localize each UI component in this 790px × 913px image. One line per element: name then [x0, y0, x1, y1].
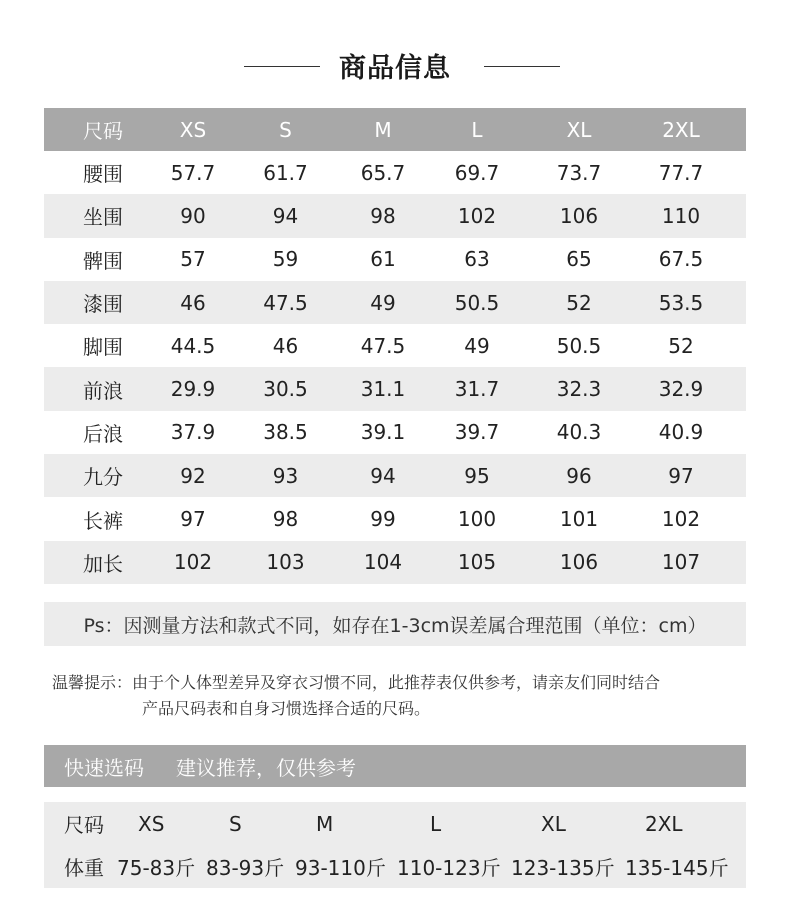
table-cell: 110 [661, 203, 701, 228]
header-cell: M [374, 117, 392, 142]
tip-line-2: 产品尺码表和自身习惯选择合适的尺码。 [142, 699, 431, 718]
quick-size-row [44, 802, 746, 845]
table-row [44, 238, 746, 281]
table-cell: 31.7 [454, 377, 500, 402]
table-cell: 39.1 [360, 420, 406, 445]
table-cell: 46 [180, 290, 206, 315]
quick-weight-cell: 135-145斤 [625, 856, 729, 880]
quick-select-bar [44, 745, 746, 787]
table-cell: 100 [457, 507, 497, 532]
row-label: 脚围 [83, 335, 123, 360]
table-cell: 99 [370, 507, 396, 532]
table-cell: 94 [370, 463, 396, 488]
quick-weight-cell: 123-135斤 [511, 856, 615, 880]
table-cell: 30.5 [263, 377, 308, 402]
table-cell: 52 [668, 333, 694, 358]
quick-size-cell: L [430, 811, 442, 836]
table-cell: 44.5 [170, 333, 216, 358]
row-label: 前浪 [83, 378, 123, 403]
table-cell: 77.7 [658, 160, 704, 185]
table-cell: 49 [464, 333, 490, 358]
table-cell: 47.5 [263, 290, 308, 315]
table-cell: 57 [180, 247, 206, 272]
quick-select-title: 快速选码 [64, 755, 144, 780]
table-cell: 65.7 [360, 160, 406, 185]
table-cell: 104 [363, 550, 403, 575]
table-cell: 46 [272, 333, 299, 358]
table-row [44, 367, 746, 410]
header-cell: L [471, 117, 483, 142]
table-cell: 69.7 [454, 160, 500, 185]
table-cell: 32.3 [556, 377, 602, 402]
row-label: 漆围 [83, 292, 123, 317]
table-cell: 40.9 [658, 420, 704, 445]
table-cell: 96 [566, 463, 592, 488]
table-cell: 94 [272, 203, 299, 228]
table-cell: 61 [370, 247, 396, 272]
row-label: 加长 [83, 551, 123, 576]
table-row [44, 281, 746, 324]
table-cell: 107 [661, 550, 701, 575]
table-cell: 106 [559, 550, 599, 575]
row-label: 长裤 [83, 508, 123, 533]
table-row [44, 541, 746, 584]
quick-weight-row [44, 845, 746, 888]
size-table-header [44, 108, 746, 151]
tip-text [52, 670, 752, 722]
row-label: 髀围 [83, 248, 123, 273]
table-cell: 29.9 [170, 377, 216, 402]
header-cell: 尺码 [83, 119, 123, 143]
quick-size-cell: XS [138, 811, 165, 836]
table-cell: 92 [180, 463, 206, 488]
size-table-body [44, 151, 746, 584]
tip-line-1: 温馨提示：由于个人体型差异及穿衣习惯不同，此推荐表仅供参考，请亲友们同时结合 [52, 673, 661, 692]
table-cell: 93 [272, 463, 299, 488]
quick-size-cell: S [229, 811, 242, 836]
quick-size-cell: 2XL [645, 811, 683, 836]
table-row [44, 497, 746, 540]
quick-weight-cell: 110-123斤 [397, 856, 501, 880]
table-cell: 37.9 [170, 420, 216, 445]
title-section [0, 42, 790, 88]
table-row [44, 151, 746, 194]
measurement-note: Ps：因测量方法和款式不同，如存在1-3cm误差属合理范围（单位：cm） [44, 602, 746, 646]
table-cell: 59 [272, 247, 299, 272]
table-cell: 67.5 [658, 247, 704, 272]
table-cell: 90 [180, 203, 206, 228]
row-label: 坐围 [83, 205, 123, 230]
quick-weight-label: 体重 [64, 856, 104, 880]
table-cell: 61.7 [263, 160, 308, 185]
header-cell: 2XL [662, 117, 700, 142]
table-cell: 105 [457, 550, 497, 575]
header-cell: S [279, 117, 292, 142]
table-cell: 73.7 [556, 160, 602, 185]
table-cell: 52 [566, 290, 592, 315]
table-row [44, 324, 746, 367]
table-cell: 40.3 [556, 420, 602, 445]
table-cell: 49 [370, 290, 396, 315]
table-cell: 98 [272, 507, 299, 532]
table-cell: 101 [559, 507, 599, 532]
quick-select-table [44, 802, 746, 888]
table-cell: 32.9 [658, 377, 704, 402]
table-cell: 57.7 [170, 160, 216, 185]
size-table [44, 108, 746, 584]
header-cell: XL [566, 117, 592, 142]
table-row [44, 454, 746, 497]
table-cell: 102 [661, 507, 701, 532]
table-cell: 50.5 [454, 290, 500, 315]
quick-size-cell: XL [541, 811, 566, 836]
table-row [44, 411, 746, 454]
table-cell: 63 [464, 247, 490, 272]
quick-weight-cell: 93-110斤 [295, 856, 386, 880]
table-cell: 50.5 [556, 333, 602, 358]
quick-size-label: 尺码 [64, 813, 104, 837]
row-label: 后浪 [83, 421, 123, 446]
page-title: 商品信息 [339, 53, 451, 84]
table-cell: 103 [266, 550, 305, 575]
quick-weight-cell: 75-83斤 [117, 856, 196, 880]
table-cell: 98 [370, 203, 396, 228]
row-label: 腰围 [83, 162, 123, 187]
table-cell: 95 [464, 463, 490, 488]
row-label: 九分 [83, 465, 123, 490]
table-cell: 65 [566, 247, 592, 272]
table-cell: 106 [559, 203, 599, 228]
table-cell: 97 [668, 463, 694, 488]
quick-size-cell: M [316, 811, 334, 836]
table-row [44, 194, 746, 237]
table-cell: 97 [180, 507, 206, 532]
table-cell: 53.5 [658, 290, 704, 315]
table-cell: 39.7 [454, 420, 500, 445]
quick-select-subtitle: 建议推荐，仅供参考 [176, 755, 356, 780]
title-divider-right [484, 66, 560, 67]
quick-weight-cell: 83-93斤 [206, 856, 285, 880]
table-cell: 102 [457, 203, 497, 228]
header-cell: XS [179, 117, 207, 142]
table-cell: 38.5 [263, 420, 308, 445]
table-cell: 47.5 [360, 333, 406, 358]
table-cell: 102 [173, 550, 213, 575]
table-cell: 31.1 [360, 377, 406, 402]
